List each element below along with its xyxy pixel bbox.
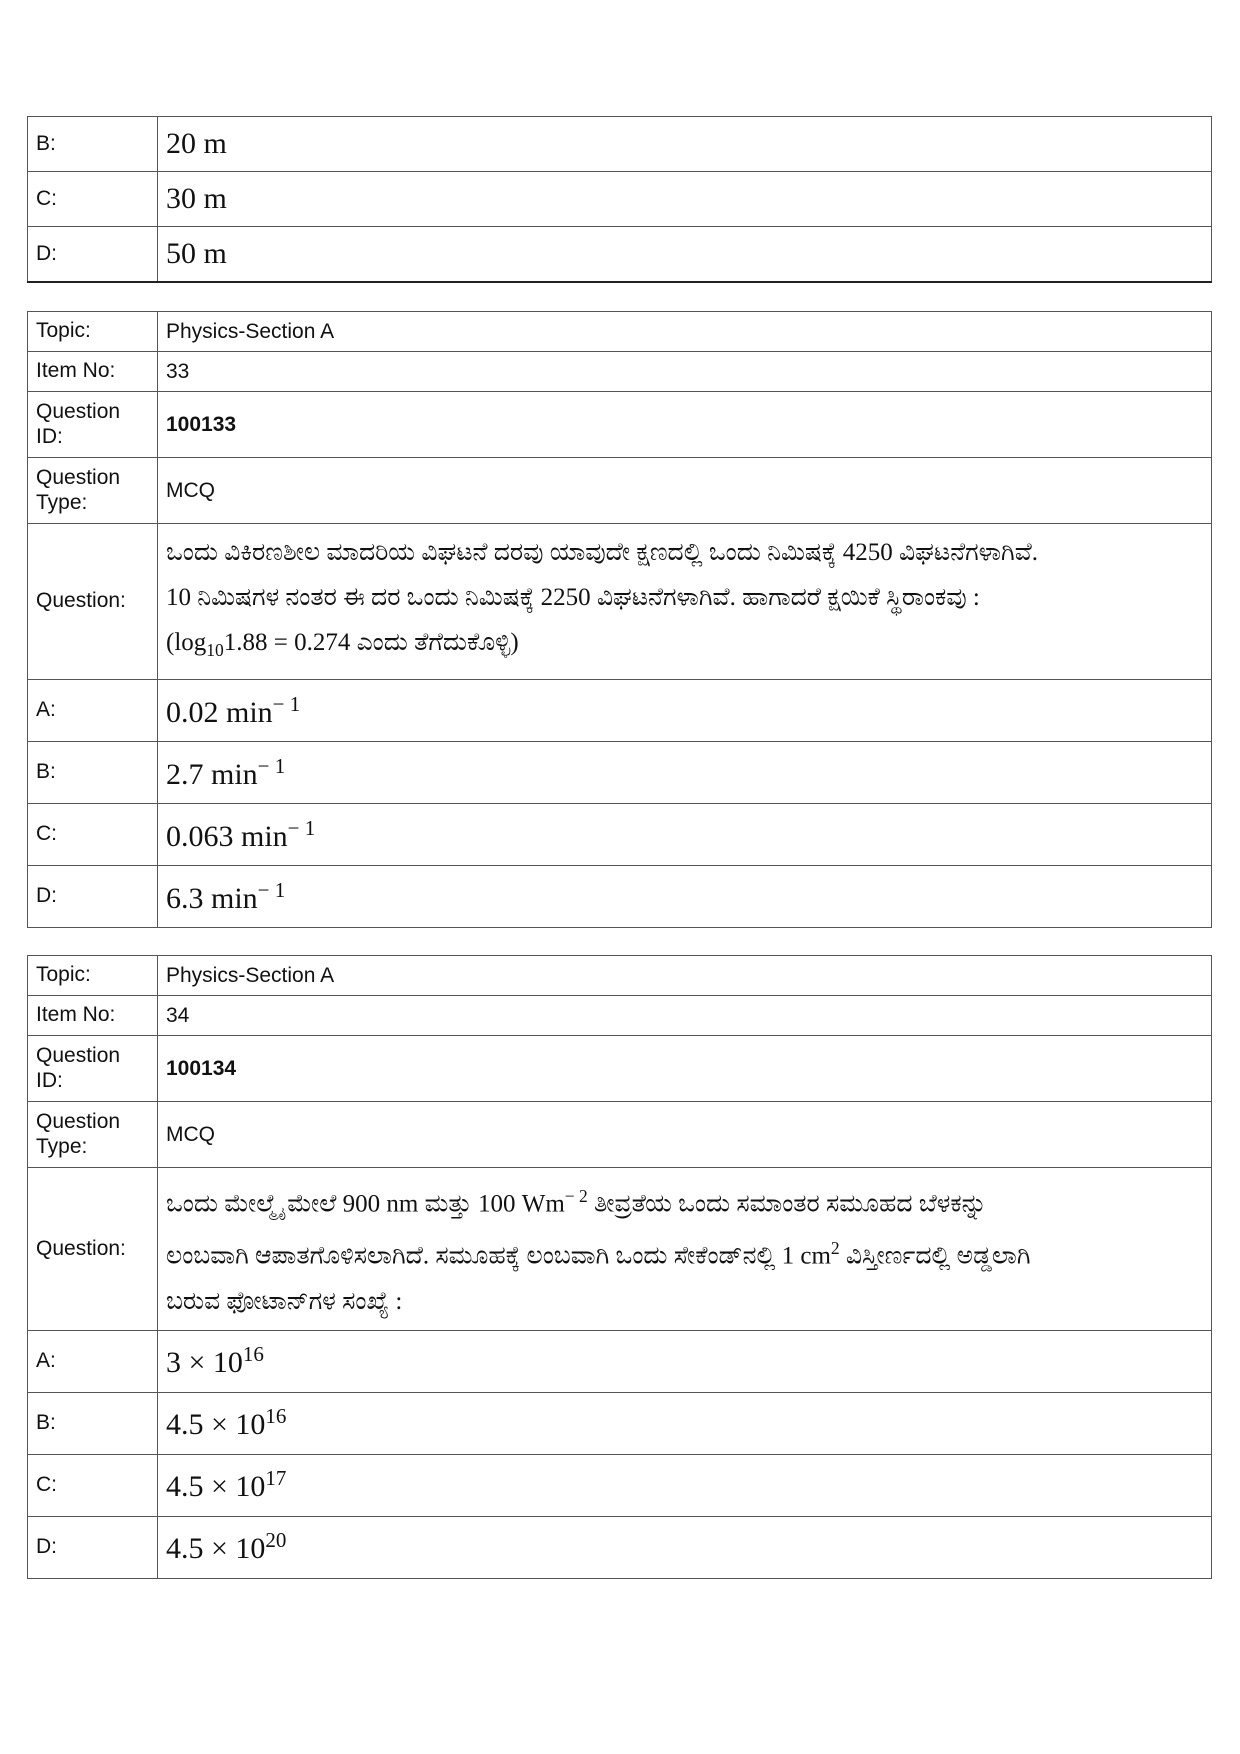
question-id-label: Question ID: (28, 392, 158, 458)
option-label: D: (28, 1516, 158, 1578)
option-label: B: (28, 742, 158, 804)
log-rest: 1.88 = 0.274 ಎಂದು ತೆಗೆದುಕೊಳ್ಳಿ) (223, 629, 519, 656)
item-no-value: 33 (158, 352, 1212, 392)
question-33-table (27, 311, 1212, 928)
topic-value: Physics-Section A (158, 956, 1212, 996)
option-value (158, 742, 1212, 804)
log-text: (log (166, 629, 207, 656)
option-exponent: 17 (265, 1466, 287, 1491)
option-base: 4.5 × 10 (166, 1470, 266, 1504)
question-fragment: ಲಂಬವಾಗಿ ಆಪಾತಗೊಳಿಸಲಾಗಿದೆ. ಸಮೂಹಕ್ಕೆ ಲಂಬವಾಗಿ ಒಂದು ಸೇಕೆಂಡ್‌ನಲ್ಲಿ 1 cm (166, 1242, 831, 1270)
option-label: A: (28, 1330, 158, 1392)
option-exponent: 16 (265, 1404, 287, 1429)
option-label: C: (28, 1454, 158, 1516)
item-no-label: Item No: (28, 352, 158, 392)
question-id-value: 100134 (158, 1036, 1212, 1102)
item-no-row (28, 996, 1212, 1036)
option-value: 50 m (158, 227, 1212, 282)
question-superscript: − 2 (564, 1186, 588, 1206)
option-row (28, 172, 1212, 227)
topic-label: Topic: (28, 956, 158, 996)
option-exponent: 16 (242, 1342, 264, 1367)
option-exponent: − 1 (257, 877, 286, 902)
item-no-value: 34 (158, 996, 1212, 1036)
question-label: Question: (28, 524, 158, 680)
log-base: 10 (206, 640, 224, 660)
question-superscript: 2 (830, 1238, 840, 1259)
option-exponent: 20 (265, 1528, 287, 1553)
topic-value: Physics-Section A (158, 312, 1212, 352)
question-fragment: ಒಂದು ಮೇಲ್ಮೈ ಮೇಲೆ 900 nm ಮತ್ತು 100 Wm (166, 1190, 565, 1218)
option-exponent: − 1 (257, 753, 286, 778)
option-row (28, 742, 1212, 804)
option-value (158, 1516, 1212, 1578)
option-label: B: (28, 117, 158, 172)
option-row (28, 1516, 1212, 1578)
topic-row (28, 312, 1212, 352)
question-line (166, 1174, 1203, 1226)
option-label: D: (28, 866, 158, 928)
question-id-label: Question ID: (28, 1036, 158, 1102)
question-32-options-table (27, 116, 1212, 283)
option-row (28, 1454, 1212, 1516)
option-row (28, 117, 1212, 172)
question-row (28, 1168, 1212, 1331)
option-value (158, 866, 1212, 928)
question-type-label: Question Type: (28, 1102, 158, 1168)
item-no-row (28, 352, 1212, 392)
option-value (158, 680, 1212, 742)
question-type-value: MCQ (158, 458, 1212, 524)
option-base: 0.02 min (166, 695, 273, 729)
option-row (28, 1392, 1212, 1454)
question-text (158, 1168, 1212, 1331)
option-exponent: − 1 (287, 815, 316, 840)
option-value: 30 m (158, 172, 1212, 227)
question-row (28, 524, 1212, 680)
question-id-value: 100133 (158, 392, 1212, 458)
topic-label: Topic: (28, 312, 158, 352)
option-row (28, 866, 1212, 928)
option-row (28, 227, 1212, 282)
question-type-label: Question Type: (28, 458, 158, 524)
option-exponent: − 1 (272, 691, 301, 716)
option-label: C: (28, 804, 158, 866)
option-label: C: (28, 172, 158, 227)
question-fragment: ತೀವ್ರತೆಯ ಒಂದು ಸಮಾಂತರ ಸಮೂಹದ ಬೆಳಕನ್ನು (587, 1190, 987, 1218)
question-line (166, 620, 1203, 673)
question-label: Question: (28, 1168, 158, 1331)
option-value (158, 1454, 1212, 1516)
option-base: 4.5 × 10 (166, 1408, 266, 1442)
question-id-row (28, 1036, 1212, 1102)
option-base: 0.063 min (166, 819, 288, 853)
option-base: 6.3 min (166, 881, 258, 915)
question-line: ಒಂದು ವಿಕಿರಣಶೀಲ ಮಾದರಿಯ ವಿಘಟನೆ ದರವು ಯಾವುದೇ ಕ್ಷಣದಲ್ಲಿ ಒಂದು ನಿಮಿಷಕ್ಕೆ 4250 ವಿಘಟನೆಗಳಾಗಿವೆ. (166, 539, 1039, 566)
question-line (166, 1226, 1203, 1278)
question-type-row (28, 458, 1212, 524)
item-no-label: Item No: (28, 996, 158, 1036)
option-base: 4.5 × 10 (166, 1532, 266, 1566)
option-row (28, 1330, 1212, 1392)
option-base: 2.7 min (166, 757, 258, 791)
option-value (158, 1392, 1212, 1454)
option-row (28, 680, 1212, 742)
option-label: B: (28, 1392, 158, 1454)
option-base: 3 × 10 (166, 1346, 243, 1380)
question-line: ಬರುವ ಫೋಟಾನ್‌ಗಳ ಸಂಖ್ಯೆ : (166, 1287, 403, 1315)
option-value (158, 1330, 1212, 1392)
question-type-row (28, 1102, 1212, 1168)
option-row (28, 804, 1212, 866)
option-value (158, 804, 1212, 866)
option-label: D: (28, 227, 158, 282)
option-value: 20 m (158, 117, 1212, 172)
question-fragment: ವಿಸ್ತೀರ್ಣದಲ್ಲಿ ಅಡ್ಡಲಾಗಿ (839, 1242, 1031, 1270)
option-label: A: (28, 680, 158, 742)
question-34-table (27, 955, 1212, 1579)
question-type-value: MCQ (158, 1102, 1212, 1168)
question-text (158, 524, 1212, 680)
question-line: 10 ನಿಮಿಷಗಳ ನಂತರ ಈ ದರ ಒಂದು ನಿಮಿಷಕ್ಕೆ 2250 ವಿಘಟನೆಗಳಾಗಿವೆ. ಹಾಗಾದರೆ ಕ್ಷಯಿಕೆ ಸ್ಥಿರಾಂಕವು : (166, 584, 980, 611)
question-id-row (28, 392, 1212, 458)
topic-row (28, 956, 1212, 996)
